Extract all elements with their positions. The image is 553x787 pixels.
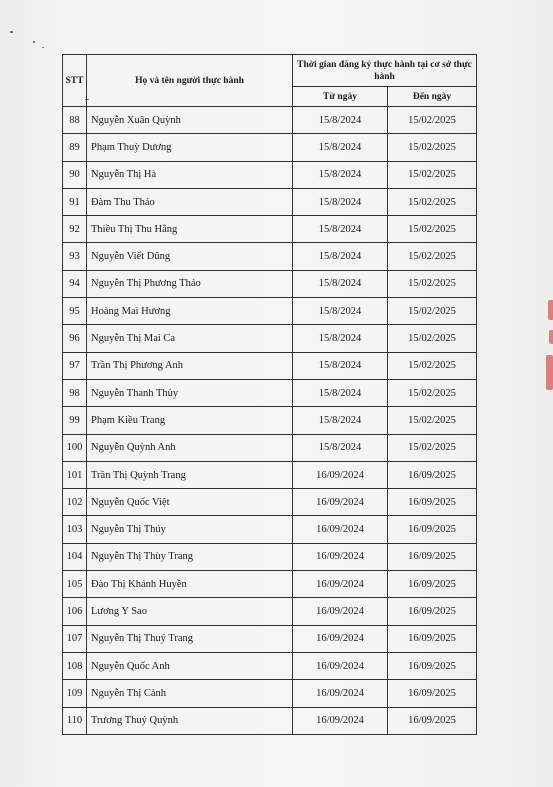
cell-from-date: 15/8/2024 (293, 188, 388, 215)
cell-name: Nguyễn Thị Phương Thảo (87, 270, 293, 297)
cell-to-date: 15/02/2025 (388, 188, 477, 215)
cell-to-date: 16/09/2025 (388, 489, 477, 516)
cell-stt: 96 (63, 325, 87, 352)
cell-stt: 108 (63, 652, 87, 679)
cell-name: Thiều Thị Thu Hằng (87, 216, 293, 243)
header-name: Họ và tên người thực hành (87, 55, 293, 107)
cell-name: Lương Y Sao (87, 598, 293, 625)
cell-to-date: 15/02/2025 (388, 107, 477, 134)
cell-stt: 93 (63, 243, 87, 270)
table-row (63, 379, 477, 406)
cell-stt: 98 (63, 379, 87, 406)
cell-stt: 94 (63, 270, 87, 297)
cell-from-date: 15/8/2024 (293, 270, 388, 297)
table-body (63, 107, 477, 735)
table-row (63, 434, 477, 461)
table-row (63, 216, 477, 243)
cell-name: Trương Thuý Quỳnh (87, 707, 293, 734)
practitioner-table (62, 54, 477, 735)
cell-from-date: 16/09/2024 (293, 489, 388, 516)
cell-stt: 104 (63, 543, 87, 570)
table-row (63, 298, 477, 325)
table-row (63, 625, 477, 652)
table-row (63, 543, 477, 570)
cell-from-date: 15/8/2024 (293, 161, 388, 188)
cell-to-date: 16/09/2025 (388, 461, 477, 488)
cell-stt: 89 (63, 134, 87, 161)
table-row (63, 598, 477, 625)
cell-name: Nguyễn Quỳnh Anh (87, 434, 293, 461)
cell-from-date: 15/8/2024 (293, 379, 388, 406)
cell-from-date: 16/09/2024 (293, 543, 388, 570)
cell-to-date: 15/02/2025 (388, 243, 477, 270)
cell-from-date: 15/8/2024 (293, 352, 388, 379)
cell-from-date: 15/8/2024 (293, 407, 388, 434)
cell-from-date: 16/09/2024 (293, 625, 388, 652)
cell-from-date: 15/8/2024 (293, 134, 388, 161)
header-from: Từ ngày (293, 87, 388, 107)
table-row (63, 161, 477, 188)
table-row (63, 107, 477, 134)
table-row (63, 134, 477, 161)
table-row (63, 325, 477, 352)
cell-name: Đàm Thu Thảo (87, 188, 293, 215)
cell-to-date: 15/02/2025 (388, 352, 477, 379)
cell-name: Nguyễn Thị Hà (87, 161, 293, 188)
cell-name: Phạm Thuỳ Dương (87, 134, 293, 161)
cell-name: Nguyễn Quốc Việt (87, 489, 293, 516)
scan-speck (42, 47, 44, 48)
cell-stt: 90 (63, 161, 87, 188)
table-row (63, 270, 477, 297)
cell-to-date: 15/02/2025 (388, 270, 477, 297)
cell-from-date: 16/09/2024 (293, 680, 388, 707)
table-row (63, 571, 477, 598)
cell-stt: 92 (63, 216, 87, 243)
red-stamp-edge (548, 300, 553, 320)
cell-from-date: 15/8/2024 (293, 216, 388, 243)
cell-stt: 88 (63, 107, 87, 134)
cell-to-date: 15/02/2025 (388, 407, 477, 434)
cell-stt: 100 (63, 434, 87, 461)
cell-name: Nguyễn Viết Dũng (87, 243, 293, 270)
table-row (63, 680, 477, 707)
cell-stt: 109 (63, 680, 87, 707)
cell-from-date: 15/8/2024 (293, 298, 388, 325)
cell-from-date: 15/8/2024 (293, 107, 388, 134)
table-row (63, 516, 477, 543)
red-stamp-edge (549, 330, 553, 344)
cell-name: Trần Thị Phương Anh (87, 352, 293, 379)
cell-to-date: 16/09/2025 (388, 707, 477, 734)
cell-from-date: 15/8/2024 (293, 243, 388, 270)
cell-to-date: 15/02/2025 (388, 379, 477, 406)
table-row (63, 188, 477, 215)
table-row (63, 489, 477, 516)
cell-to-date: 15/02/2025 (388, 298, 477, 325)
cell-stt: 102 (63, 489, 87, 516)
cell-name: Nguyễn Thị Thùy Trang (87, 543, 293, 570)
cell-to-date: 16/09/2025 (388, 652, 477, 679)
table-row (63, 707, 477, 734)
cell-name: Đào Thị Khánh Huyền (87, 571, 293, 598)
cell-name: Nguyễn Thị Cảnh (87, 680, 293, 707)
scan-speck (33, 41, 35, 43)
cell-to-date: 16/09/2025 (388, 680, 477, 707)
cell-name: Nguyễn Xuân Quỳnh (87, 107, 293, 134)
cell-stt: 110 (63, 707, 87, 734)
cell-from-date: 16/09/2024 (293, 571, 388, 598)
cell-from-date: 16/09/2024 (293, 461, 388, 488)
red-stamp-edge (546, 355, 553, 390)
cell-to-date: 15/02/2025 (388, 434, 477, 461)
cell-stt: 99 (63, 407, 87, 434)
header-period: Thời gian đăng ký thực hành tại cơ sở thực hành (293, 55, 477, 87)
cell-stt: 106 (63, 598, 87, 625)
cell-to-date: 15/02/2025 (388, 216, 477, 243)
cell-from-date: 16/09/2024 (293, 707, 388, 734)
cell-name: Phạm Kiều Trang (87, 407, 293, 434)
cell-from-date: 16/09/2024 (293, 652, 388, 679)
cell-to-date: 15/02/2025 (388, 325, 477, 352)
cell-stt: 107 (63, 625, 87, 652)
cell-from-date: 16/09/2024 (293, 598, 388, 625)
table-row (63, 407, 477, 434)
cell-from-date: 16/09/2024 (293, 516, 388, 543)
cell-to-date: 16/09/2025 (388, 625, 477, 652)
cell-from-date: 15/8/2024 (293, 434, 388, 461)
cell-stt: 97 (63, 352, 87, 379)
cell-stt: 91 (63, 188, 87, 215)
cell-name: Hoàng Mai Hương (87, 298, 293, 325)
cell-stt: 103 (63, 516, 87, 543)
cell-stt: 95 (63, 298, 87, 325)
cell-stt: 101 (63, 461, 87, 488)
cell-to-date: 15/02/2025 (388, 134, 477, 161)
header-to: Đến ngày (388, 87, 477, 107)
header-stt: STT (63, 55, 87, 107)
cell-name: Nguyễn Thanh Thủy (87, 379, 293, 406)
cell-to-date: 16/09/2025 (388, 571, 477, 598)
cell-to-date: 16/09/2025 (388, 543, 477, 570)
table-row (63, 461, 477, 488)
scan-speck (10, 31, 13, 33)
cell-name: Nguyễn Thị Thuý Trang (87, 625, 293, 652)
cell-name: Nguyễn Thị Thúy (87, 516, 293, 543)
cell-to-date: 15/02/2025 (388, 161, 477, 188)
table-row (63, 652, 477, 679)
cell-name: Nguyễn Quốc Anh (87, 652, 293, 679)
cell-to-date: 16/09/2025 (388, 516, 477, 543)
cell-name: Trần Thị Quỳnh Trang (87, 461, 293, 488)
table-row (63, 352, 477, 379)
cell-from-date: 15/8/2024 (293, 325, 388, 352)
cell-name: Nguyễn Thị Mai Ca (87, 325, 293, 352)
cell-stt: 105 (63, 571, 87, 598)
cell-to-date: 16/09/2025 (388, 598, 477, 625)
table-row (63, 243, 477, 270)
